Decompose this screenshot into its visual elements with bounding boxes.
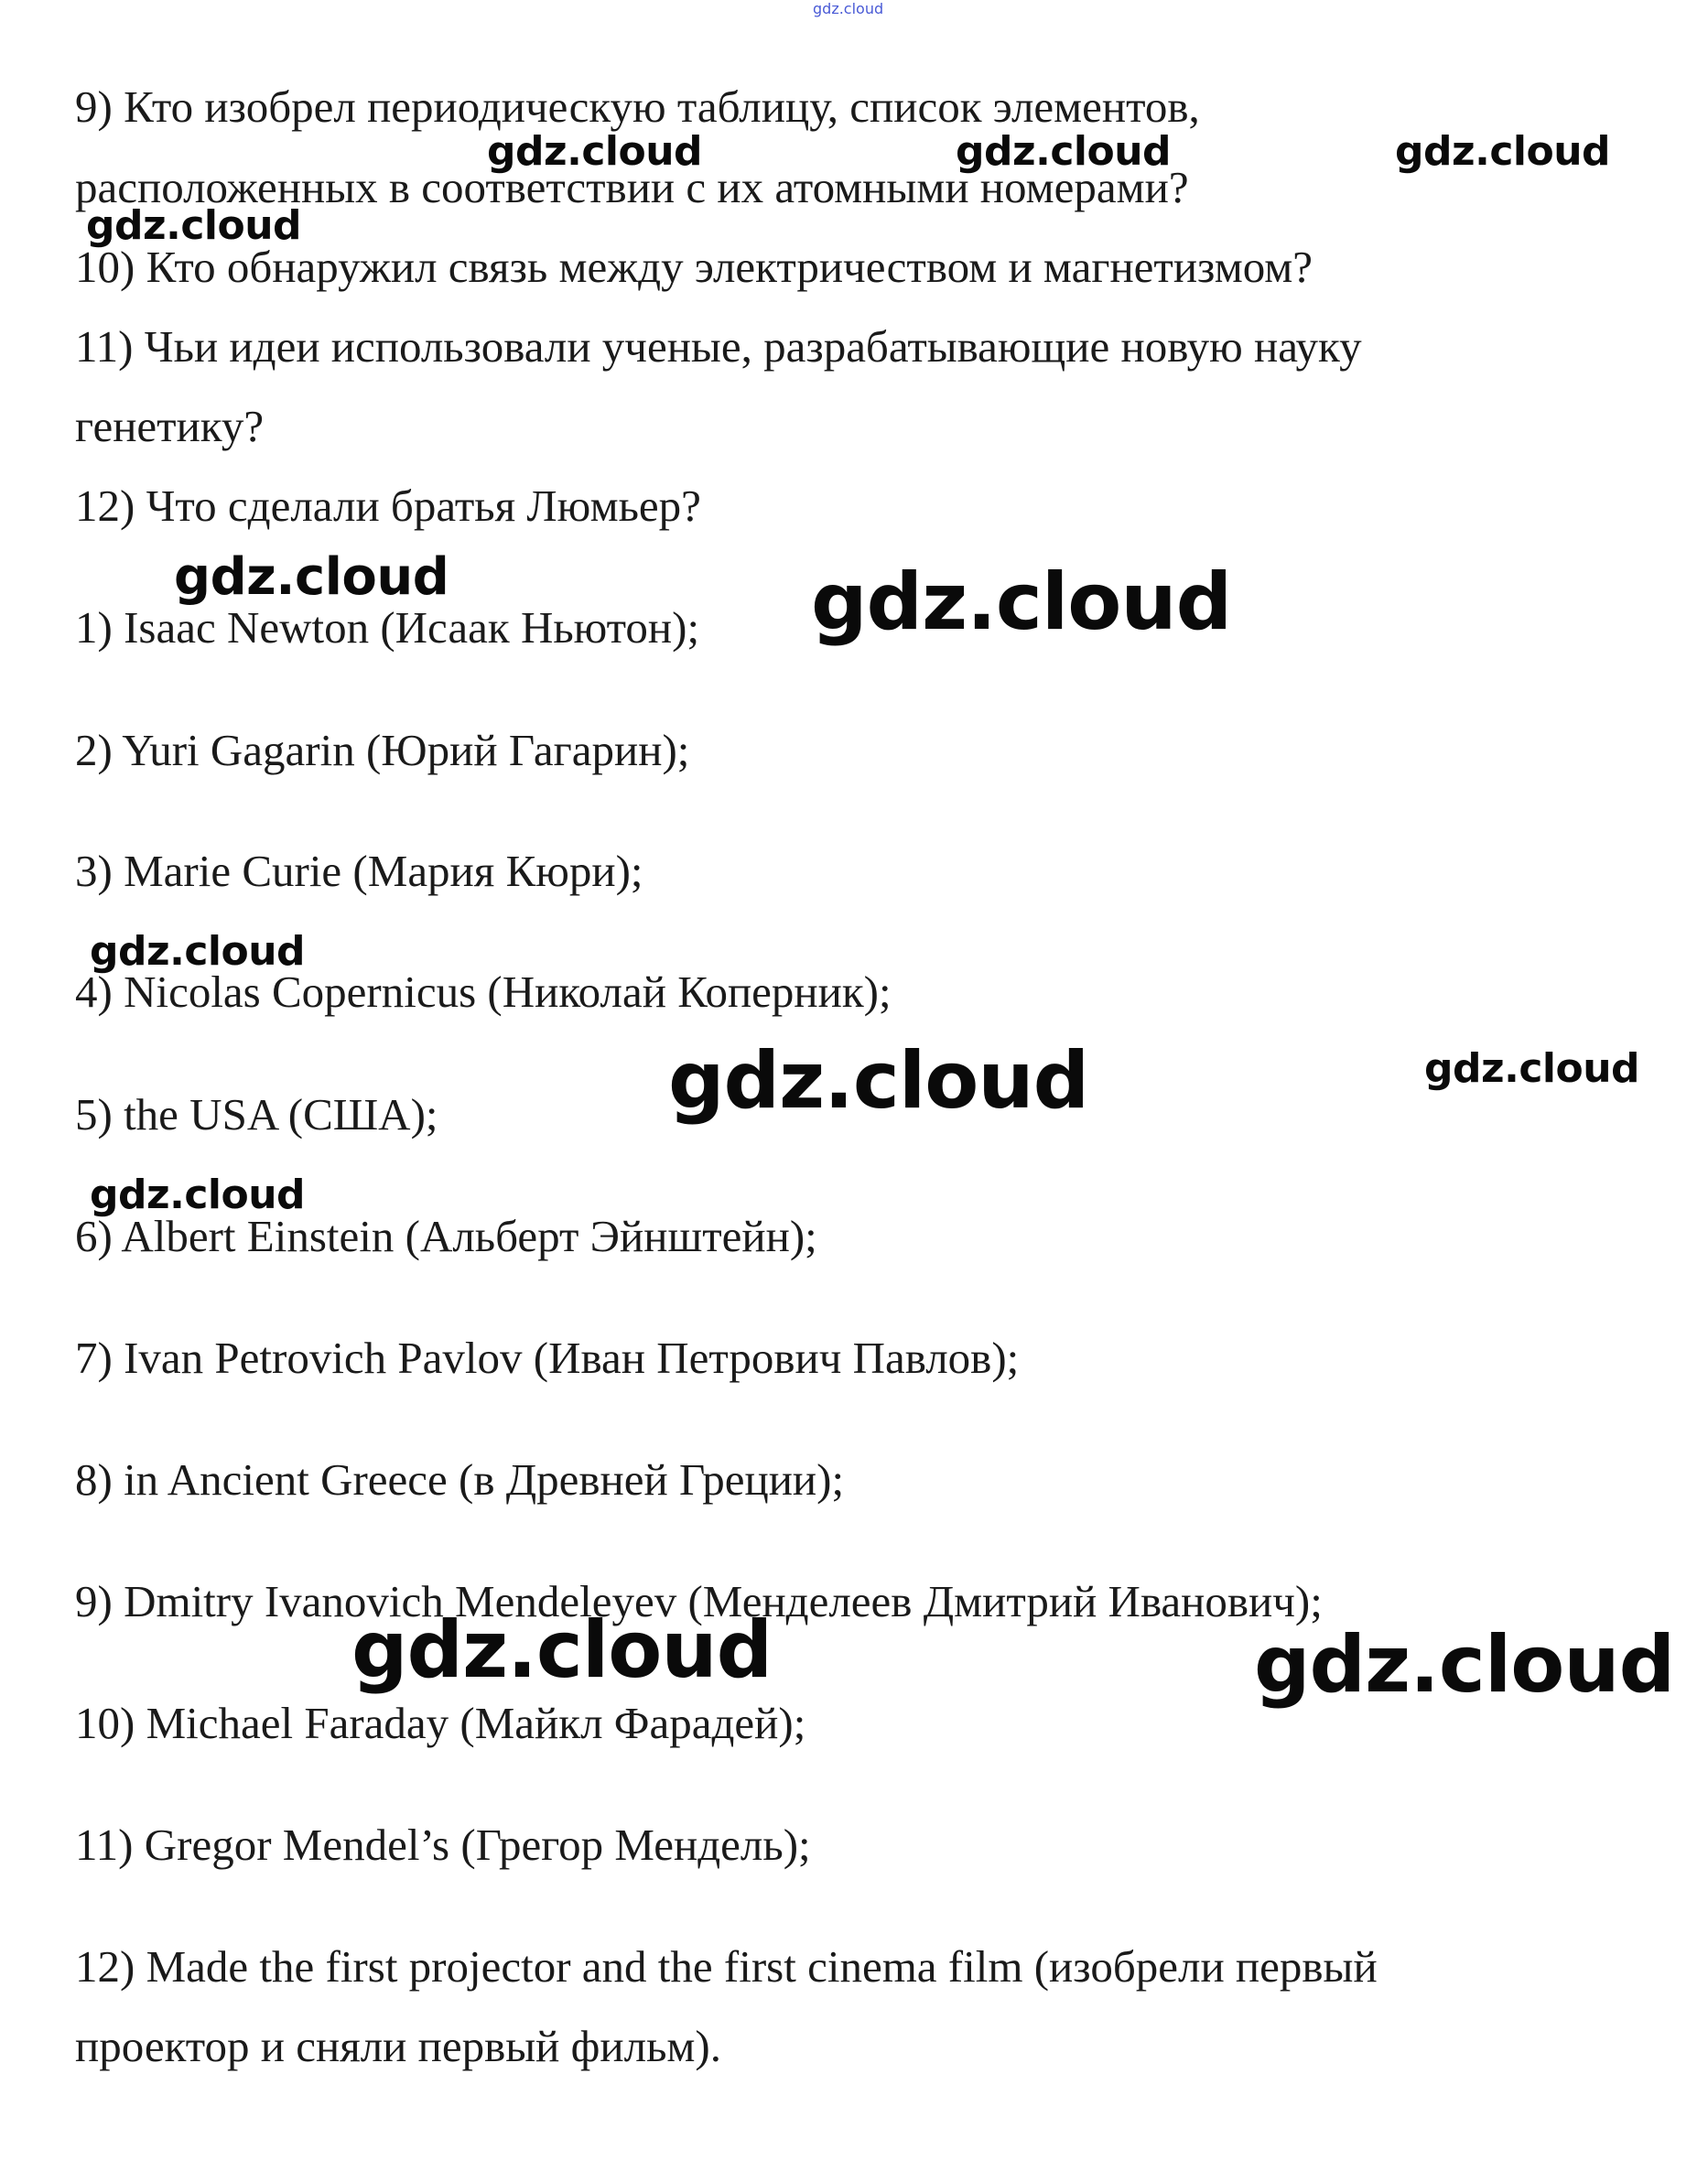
watermark: gdz.cloud (956, 128, 1172, 175)
watermark: gdz.cloud (86, 202, 302, 249)
answer-line: проектор и сняли первый фильм). (75, 2021, 722, 2071)
answer-line: 8) in Ancient Greece (в Древней Греции); (75, 1454, 845, 1505)
watermark: gdz.cloud (668, 1035, 1089, 1127)
answer-line: 12) Made the first projector and the first cinema film (изобрели первый (75, 1941, 1378, 1992)
question-line: 9) Кто изобрел периодическую таблицу, список элементов, (75, 81, 1200, 132)
answer-line: 11) Gregor Mendel’s (Грегор Мендель); (75, 1820, 811, 1870)
answer-line: 5) the USA (США); (75, 1089, 438, 1140)
answer-line: 6) Albert Einstein (Альберт Эйнштейн); (75, 1211, 817, 1261)
watermark: gdz.cloud (811, 556, 1232, 648)
watermark: gdz.cloud (1254, 1619, 1675, 1711)
watermark: gdz.cloud (351, 1604, 773, 1696)
watermark: gdz.cloud (90, 1172, 306, 1218)
watermark: gdz.cloud (487, 128, 703, 175)
question-line: расположенных в соответствии с их атомными номерами? (75, 162, 1189, 212)
answer-line: 9) Dmitry Ivanovich Mendeleyev (Менделеев Дмитрий Иванович); (75, 1576, 1323, 1626)
answer-line: 3) Marie Curie (Мария Кюри); (75, 846, 643, 896)
answer-line: 2) Yuri Gagarin (Юрий Гагарин); (75, 725, 690, 775)
question-line: 10) Кто обнаружил связь между электричеством и магнетизмом? (75, 242, 1313, 292)
watermark: gdz.cloud (1424, 1045, 1640, 1092)
watermark: gdz.cloud (174, 547, 449, 607)
answer-line: 10) Michael Faraday (Майкл Фарадей); (75, 1698, 806, 1748)
answer-line: 1) Isaac Newton (Исаак Ньютон); (75, 602, 700, 653)
watermark: gdz.cloud (1395, 128, 1611, 175)
answer-line: 7) Ivan Petrovich Pavlov (Иван Петрович Павлов); (75, 1333, 1020, 1383)
site-mark: gdz.cloud (813, 0, 884, 17)
answer-line: 4) Nicolas Copernicus (Николай Коперник); (75, 967, 892, 1017)
watermark: gdz.cloud (90, 928, 306, 975)
question-line: 12) Что сделали братья Люмьер? (75, 481, 701, 531)
question-line: 11) Чьи идеи использовали ученые, разрабатывающие новую науку (75, 321, 1362, 372)
question-line: генетику? (75, 401, 265, 451)
